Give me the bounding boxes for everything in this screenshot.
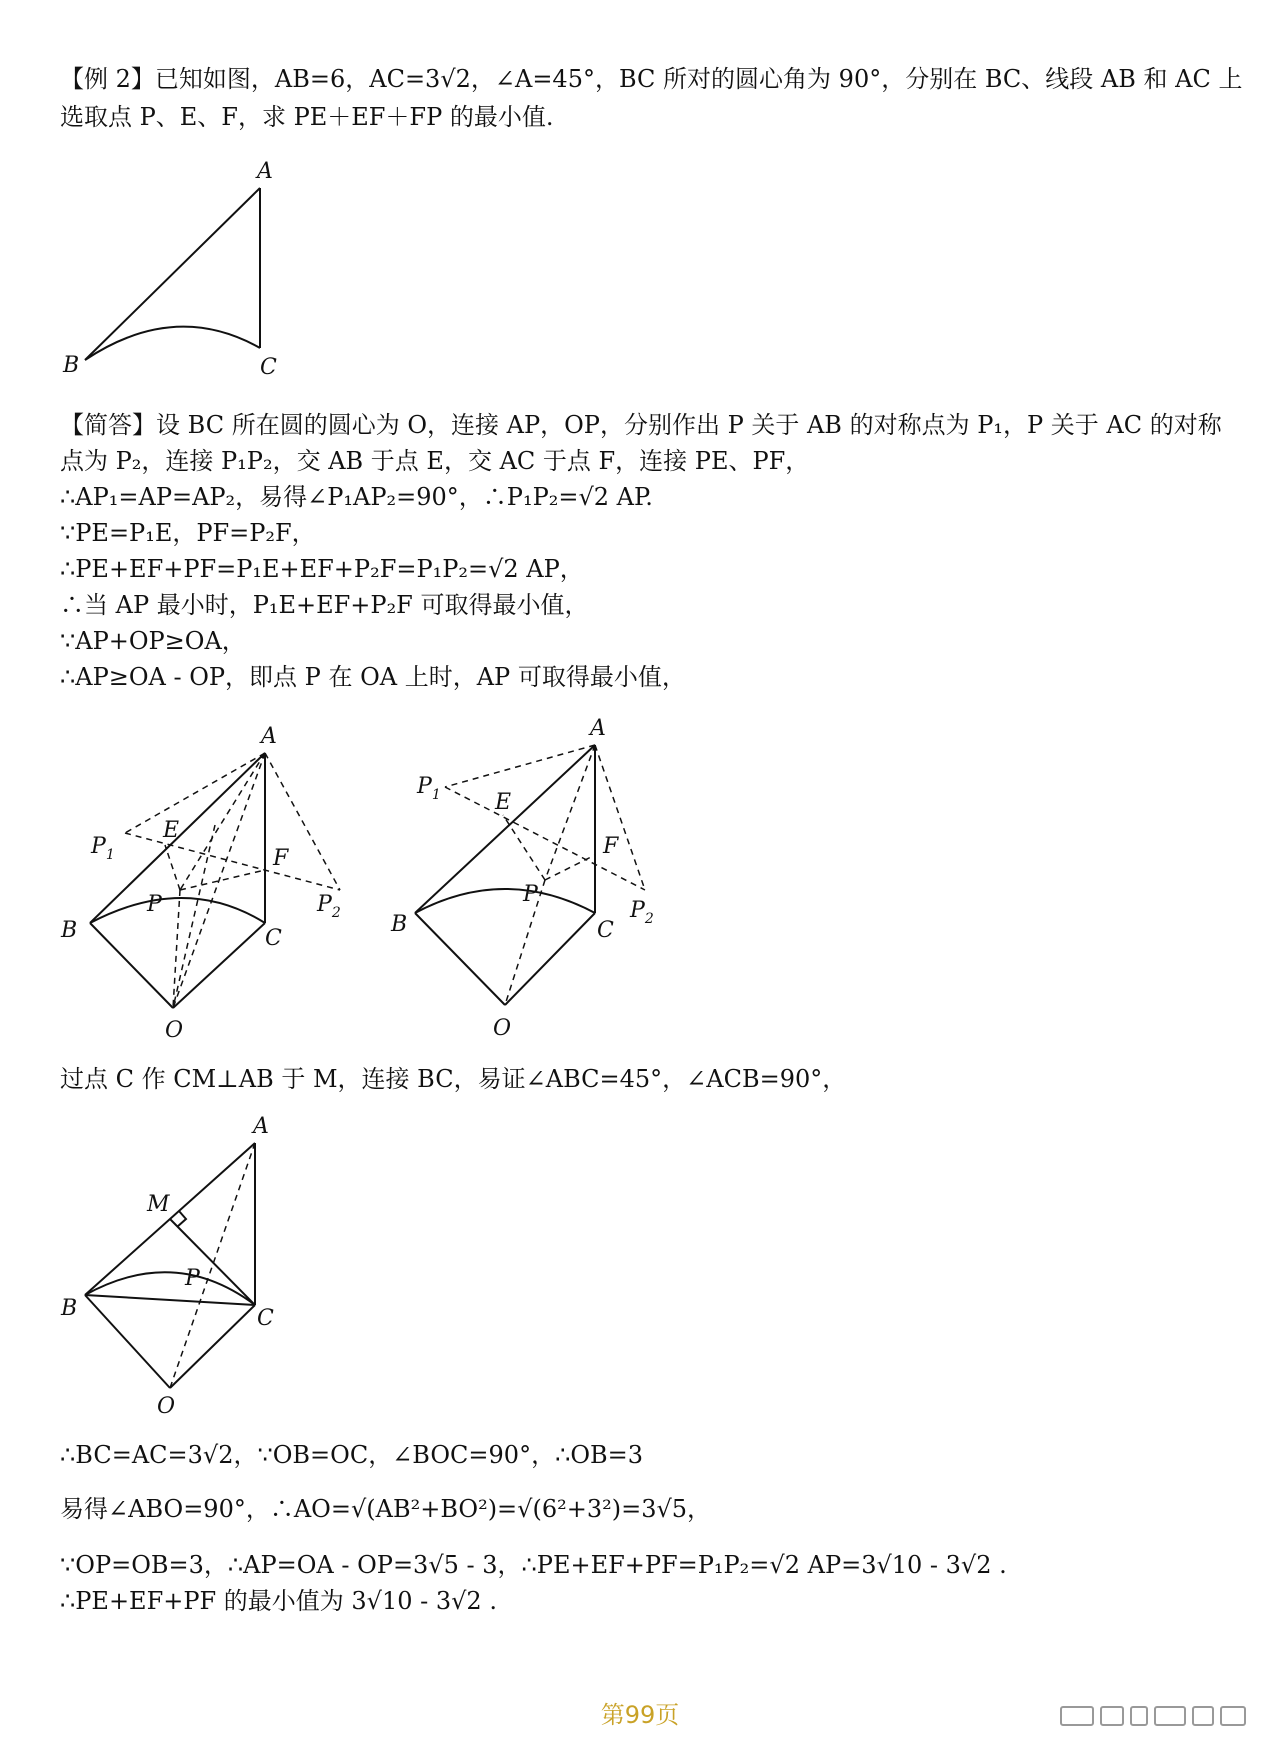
- label-f: F: [603, 834, 619, 859]
- label-o: O: [493, 1016, 512, 1041]
- label-p: P: [185, 1266, 200, 1291]
- label-e: E: [163, 818, 180, 843]
- label-f: F: [273, 846, 289, 871]
- label-c: C: [260, 355, 277, 380]
- label-b: B: [63, 353, 80, 378]
- answer-line-8: ∴AP≥OA - OP，即点 P 在 OA 上时，AP 可取得最小值，: [60, 663, 686, 691]
- label-p1: $P_1$: [417, 774, 441, 803]
- answer-line-7: ∵AP+OP≥OA，: [60, 627, 246, 655]
- label-c: C: [265, 926, 282, 951]
- figure-2-diagram: [55, 715, 425, 1045]
- solution-line-1: ∴BC=AC=3√2，∵OB=OC，∠BOC=90°，∴OB=3: [60, 1441, 644, 1469]
- answer-line-2: 点为 P₂，连接 P₁P₂，交 AB 于点 E，交 AC 于点 F，连接 PE、PF，: [60, 447, 810, 475]
- figure-3-diagram: [385, 705, 685, 1045]
- label-c: C: [597, 918, 614, 943]
- label-a: A: [590, 716, 606, 741]
- answer-line-6: ∴当 AP 最小时，P₁E+EF+P₂F 可取得最小值，: [60, 591, 589, 619]
- label-m: M: [147, 1192, 170, 1217]
- label-o: O: [157, 1394, 176, 1419]
- solution-line-4: ∴PE+EF+PF 的最小值为 3√10 - 3√2 .: [60, 1587, 497, 1615]
- label-p1: $P_1$: [91, 834, 115, 863]
- page-number: 第99页: [600, 1701, 680, 1729]
- construction-line: 过点 C 作 CM⊥AB 于 M，连接 BC，易证∠ABC=45°，∠ACB=90°，: [60, 1065, 847, 1093]
- problem-line-1: 【例 2】已知如图，AB=6，AC=3√2，∠A=45°，BC 所对的圆心角为 90°，分别在 BC、线段 AB 和 AC 上: [60, 65, 1243, 93]
- label-c: C: [257, 1306, 274, 1331]
- answer-line-4: ∵PE=P₁E，PF=P₂F，: [60, 519, 316, 547]
- label-a: A: [257, 159, 273, 184]
- watermark-logo: [1060, 1700, 1260, 1726]
- figure-1-diagram: [55, 150, 315, 390]
- solution-line-2: 易得∠ABO=90°，∴AO=√(AB²+BO²)=√(6²+3²)=3√5，: [60, 1495, 712, 1523]
- figure-4-diagram: [55, 1105, 315, 1425]
- answer-line-5: ∴PE+EF+PF=P₁E+EF+P₂F=P₁P₂=√2 AP，: [60, 555, 584, 583]
- label-b: B: [391, 912, 408, 937]
- label-p2: $P_2$: [630, 898, 654, 927]
- answer-line-3: ∴AP₁=AP=AP₂，易得∠P₁AP₂=90°，∴P₁P₂=√2 AP.: [60, 483, 653, 511]
- label-p: P: [147, 892, 162, 917]
- label-a: A: [253, 1114, 269, 1139]
- problem-line-2: 选取点 P、E、F，求 PE＋EF＋FP 的最小值.: [60, 103, 554, 131]
- label-p: P: [523, 882, 538, 907]
- label-b: B: [61, 1296, 78, 1321]
- label-b: B: [61, 918, 78, 943]
- solution-line-3: ∵OP=OB=3，∴AP=OA - OP=3√5 - 3，∴PE+EF+PF=P₁P₂=√2 AP=3√10 - 3√2 .: [60, 1551, 1007, 1579]
- label-e: E: [495, 790, 512, 815]
- answer-line-1: 【简答】设 BC 所在圆的圆心为 O，连接 AP，OP，分别作出 P 关于 AB 的对称点为 P₁，P 关于 AC 的对称: [60, 411, 1222, 439]
- label-o: O: [165, 1018, 184, 1043]
- label-a: A: [261, 724, 277, 749]
- label-p2: $P_2$: [317, 892, 341, 921]
